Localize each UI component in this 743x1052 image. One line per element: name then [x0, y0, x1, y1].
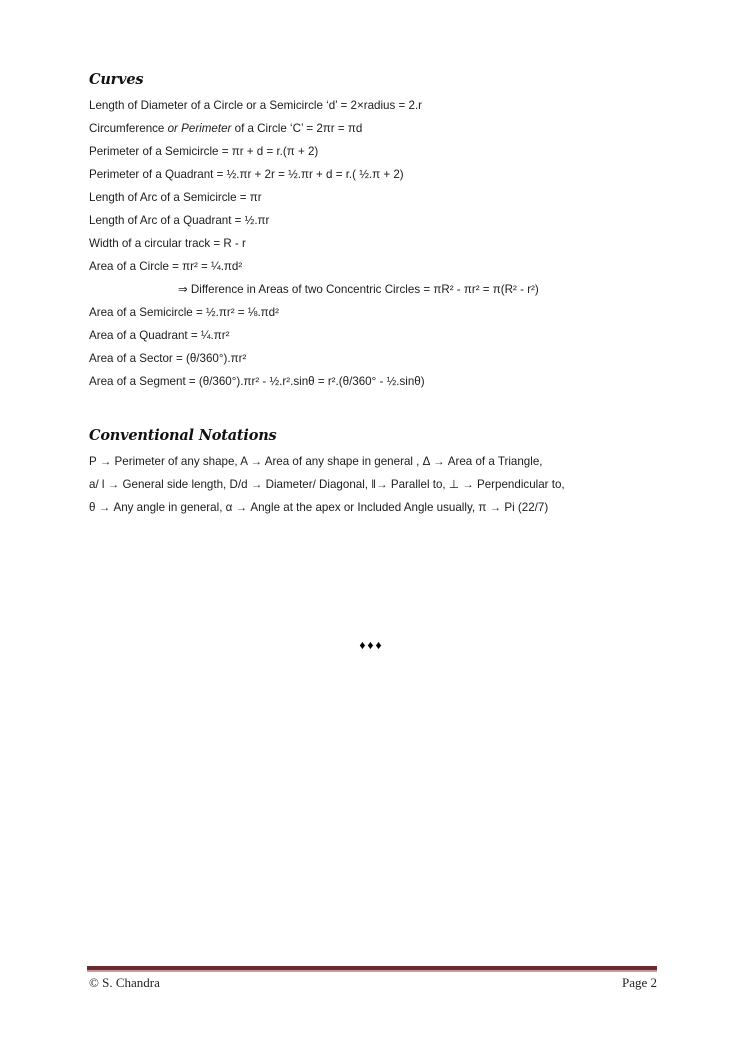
formula-diameter: Length of Diameter of a Circle or a Semicircle ‘d’ = 2×radius = 2.r	[89, 99, 423, 112]
diamond-ornament-icon: ♦♦♦	[359, 638, 384, 652]
notation-line: θ → Any angle in general, α → Angle at the apex or Included Angle usually, π → Pi (22/7)	[89, 501, 549, 514]
formula-concentric-difference: ⇒ Difference in Areas of two Concentric Circles = πR² - πr² = π(R² - r²)	[178, 283, 539, 296]
formula-track-width: Width of a circular track = R - r	[89, 237, 246, 250]
formula-quadrant-perimeter: Perimeter of a Quadrant = ½.πr + 2r = ½.πr + d = r.( ½.π + 2)	[89, 168, 404, 181]
section-title-notations: Conventional Notations	[89, 427, 277, 444]
formula-semicircle-area: Area of a Semicircle = ½.πr² = ⅛.πd²	[89, 306, 279, 319]
formula-quadrant-area: Area of a Quadrant = ¼.πr²	[89, 329, 230, 342]
notation-line: P → Perimeter of any shape, A → Area of any shape in general , Δ → Area of a Triangle,	[89, 455, 543, 468]
formula-quadrant-arc: Length of Arc of a Quadrant = ½.πr	[89, 214, 270, 227]
formula-semicircle-perimeter: Perimeter of a Semicircle = πr + d = r.(π + 2)	[89, 145, 319, 158]
formula-text: of a Circle ‘C’ = 2πr = πd	[231, 122, 363, 135]
footer-divider	[87, 966, 657, 972]
formula-text: Circumference	[89, 122, 168, 135]
formula-segment-area: Area of a Segment = (θ/360°).πr² - ½.r².sinθ = r².(θ/360° - ½.sinθ)	[89, 375, 425, 388]
formula-circumference	[89, 122, 362, 136]
footer-copyright: © S. Chandra	[89, 975, 160, 990]
notation-line: a/ l → General side length, D/d → Diameter/ Diagonal, ǁ→ Parallel to, ⊥ → Perpendicular to,	[89, 478, 565, 491]
formula-sector-area: Area of a Sector = (θ/360°).πr²	[89, 352, 247, 365]
formula-semicircle-arc: Length of Arc of a Semicircle = πr	[89, 191, 262, 204]
formula-circle-area: Area of a Circle = πr² = ¼.πd²	[89, 260, 243, 273]
footer-page-number: Page 2	[621, 975, 657, 990]
formula-emphasis: or Perimeter	[167, 122, 232, 135]
section-title-curves: Curves	[89, 71, 144, 88]
